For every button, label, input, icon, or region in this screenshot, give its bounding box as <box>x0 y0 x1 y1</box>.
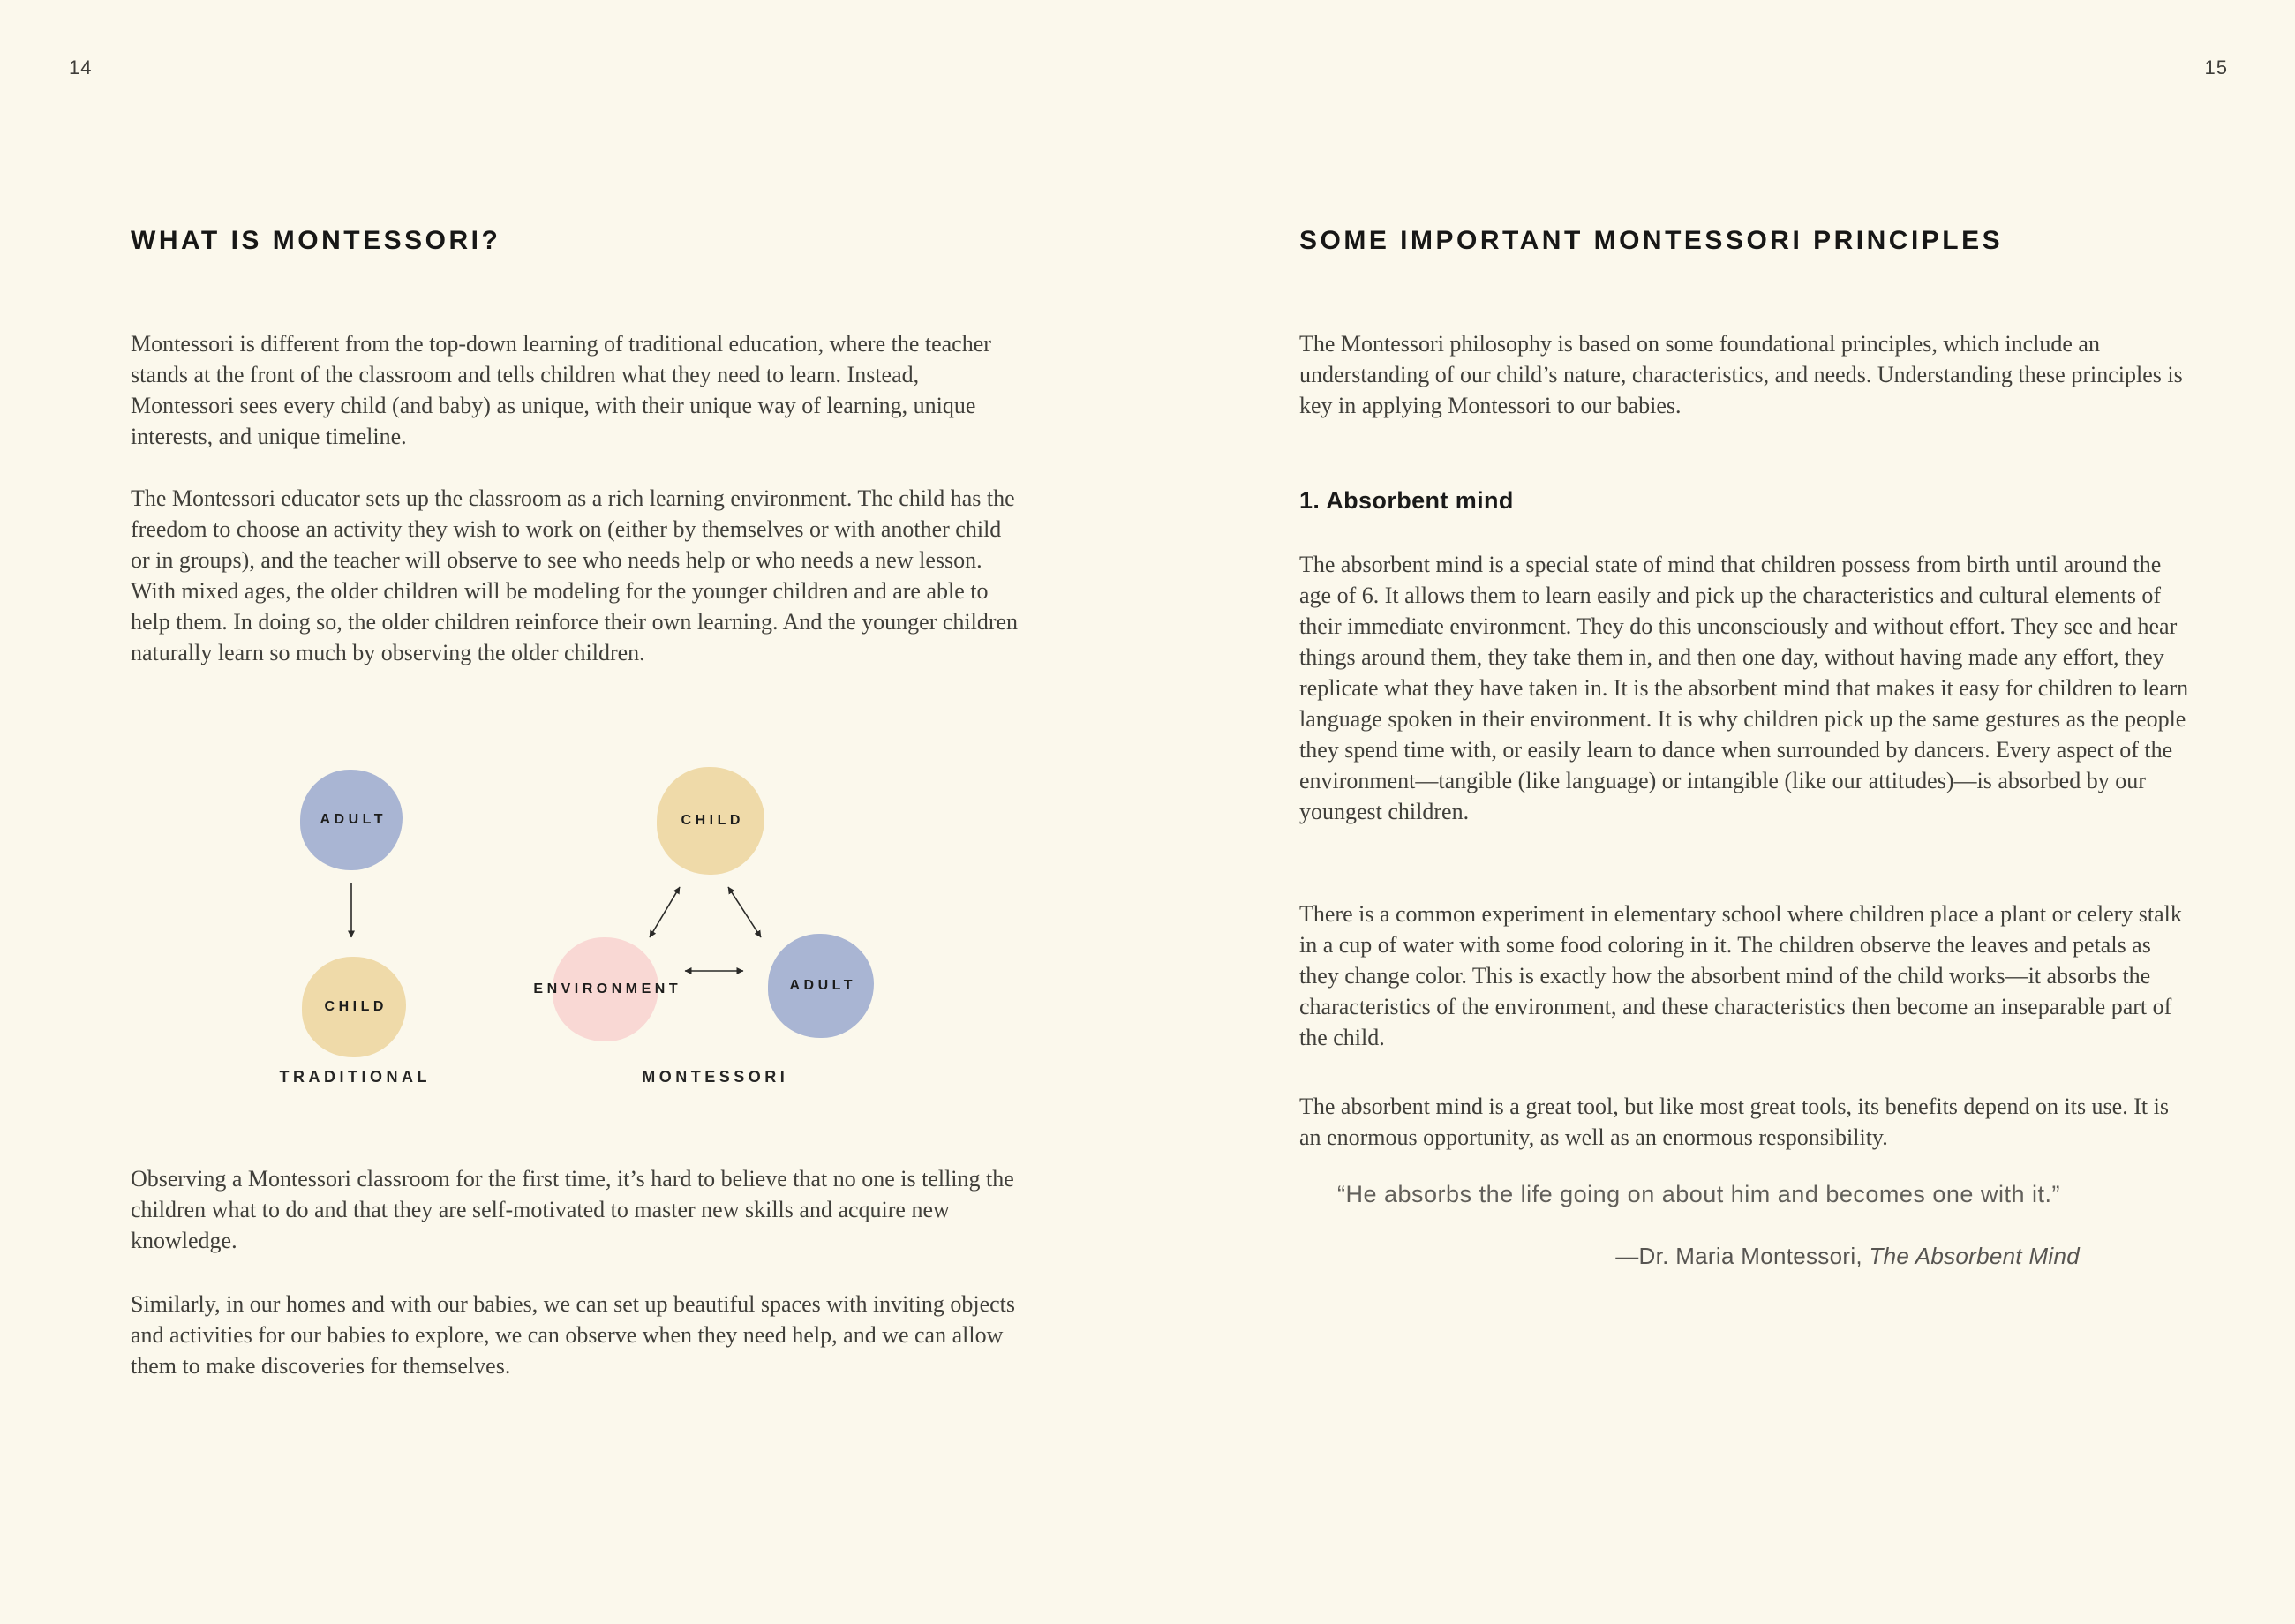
diagram-circle-adult-traditional <box>300 770 403 870</box>
diagram-circle-environment-montessori <box>533 937 682 1041</box>
attribution-book-title: The Absorbent Mind <box>1869 1243 2080 1269</box>
circle-label: CHILD <box>681 813 744 828</box>
circle-label: CHILD <box>324 999 388 1014</box>
paragraph: The Montessori philosophy is based on some foundational principles, which include an understanding of our child’s nature, characteristics, and needs. Understanding these principles is key in applying Montessori to our babies. <box>1299 331 2183 418</box>
circle-label: ENVIRONMENT <box>533 981 682 996</box>
double-arrow-child-adult-icon <box>728 887 761 937</box>
paragraph: The absorbent mind is a special state of mind that children possess from birth until around the age of 6. It allows them to learn easily and pick up the characteristics and cultural elements of their immediate environment. They do this unconsciously and without effort. They see and hear things around them, they take them in, and then one day, without having made any effort, they replicate what they have taken in. It is the absorbent mind that makes it easy for children to learn language spoken in their environment. It is why children pick up the same gestures as the people they spend time with, or easily learn to dance when surrounded by dancers. Every aspect of the environment—tangible (like language) or intangible (like our attitudes)—is absorbed by our youngest children. <box>1299 552 2189 824</box>
page-title: WHAT IS MONTESSORI? <box>131 226 501 255</box>
page-number-right: 15 <box>2204 56 2228 79</box>
diagram-circle-adult-montessori <box>768 934 874 1038</box>
paragraph: The Montessori educator sets up the classroom as a rich learning environment. The child has the freedom to choose an activity they wish to work on (either by themselves or with another child or in groups), and the teacher will observe to see who needs help or who needs a new lesson. With mixed ages, the older children will be modeling for the younger children and are able to help them. In doing so, the older children reinforce their own learning. And the younger children naturally learn so much by observing the older children. <box>131 485 1019 665</box>
double-arrow-child-environment-icon <box>650 887 680 937</box>
page-right <box>1148 0 2295 1624</box>
diagram-caption-montessori: MONTESSORI <box>642 1068 789 1086</box>
page-title: SOME IMPORTANT MONTESSORI PRINCIPLES <box>1299 226 2004 255</box>
paragraph: Observing a Montessori classroom for the first time, it’s hard to believe that no one is telling the children what to do and that they are self-motivated to master new skills and acquire new knowledge. <box>131 1166 1014 1253</box>
paragraph: The absorbent mind is a great tool, but like most great tools, its benefits depend on its use. It is an enormous opportunity, as well as an enormous responsibility. <box>1299 1094 2169 1150</box>
diagram-caption-traditional: TRADITIONAL <box>279 1068 431 1086</box>
section-subheading: 1. Absorbent mind <box>1299 487 1514 514</box>
pull-quote: “He absorbs the life going on about him and becomes one with it.” <box>1337 1181 2060 1207</box>
paragraph: Montessori is different from the top-down learning of traditional education, where the teacher stands at the front of the classroom and tells children what they need to learn. Instead, Montessori sees every child (and baby) as unique, with their unique way of learning, unique interests, and unique timeline. <box>131 331 991 449</box>
attribution-author: —Dr. Maria Montessori, <box>1615 1243 1870 1269</box>
diagram-circle-child-traditional <box>302 957 406 1057</box>
circle-label: ADULT <box>320 812 388 827</box>
circle-label: ADULT <box>789 978 857 993</box>
paragraph: Similarly, in our homes and with our babies, we can set up beautiful spaces with inviting objects and activities for our babies to explore, we can observe when they need help, and we can allow them to make discoveries for themselves. <box>131 1291 1016 1379</box>
page-number-left: 14 <box>69 56 93 79</box>
paragraph: There is a common experiment in elementary school where children place a plant or celery stalk in a cup of water with some food coloring in it. The children observe the leaves and petals as they change color. This is exactly how the absorbent mind of the child works—it absorbs the characteristics of the environment, and these characteristics then become an inseparable part of the child. <box>1299 901 2182 1050</box>
quote-attribution <box>1337 1243 2080 1270</box>
diagram-circle-child-montessori <box>657 767 764 875</box>
